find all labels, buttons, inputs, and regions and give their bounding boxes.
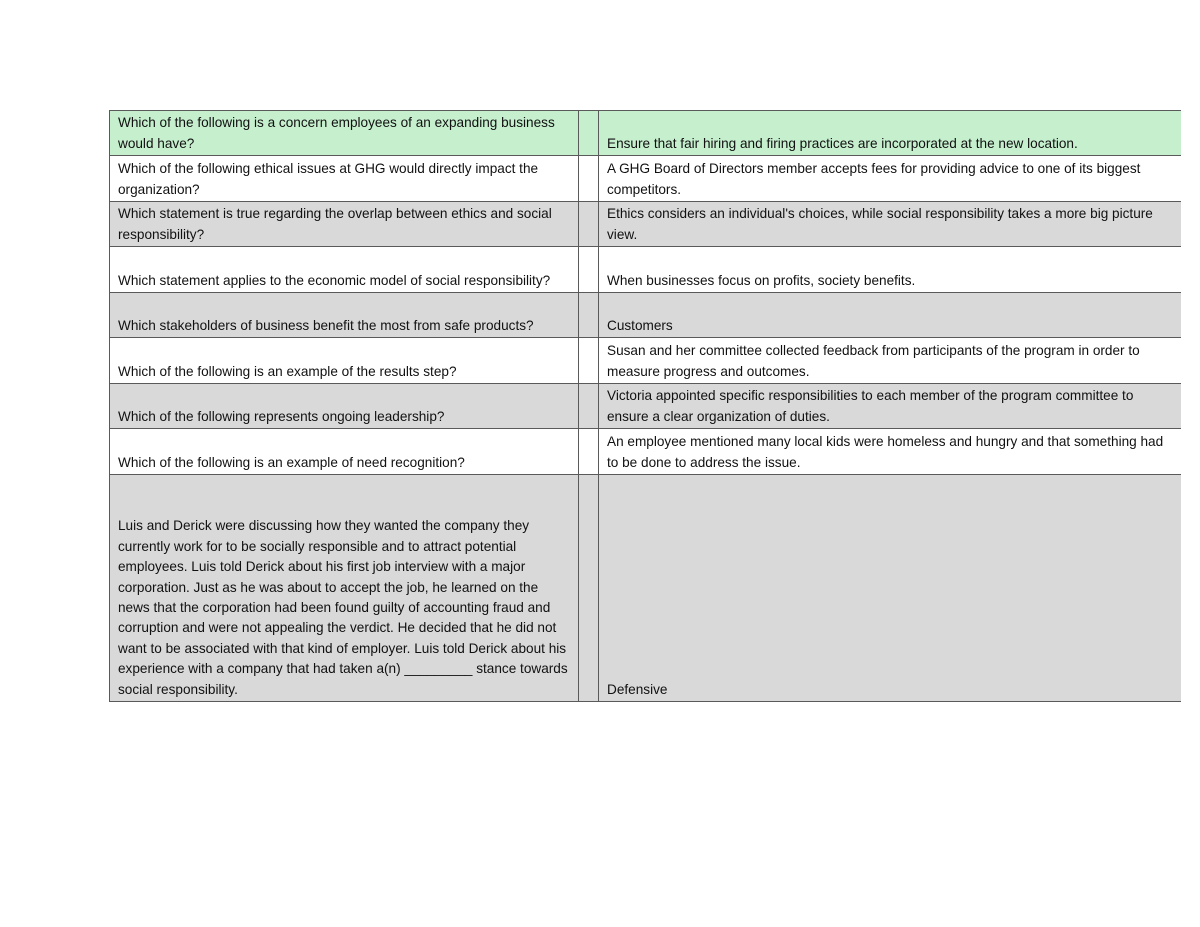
question-cell[interactable]: Which of the following represents ongoing leadership? [110,384,579,429]
answer-cell[interactable]: Customers [599,293,1181,338]
answer-cell[interactable]: Defensive [599,475,1181,702]
empty-cell[interactable] [579,475,599,702]
empty-cell[interactable] [579,293,599,338]
empty-cell[interactable] [579,111,599,156]
table-row [110,384,1181,429]
question-cell[interactable]: Which of the following is an example of the results step? [110,338,579,384]
question-cell[interactable]: Which of the following is an example of need recognition? [110,429,579,475]
spreadsheet-page [109,110,1180,702]
answer-cell[interactable]: Susan and her committee collected feedback from participants of the program in order to measure progress and outcomes. [599,338,1181,384]
answer-cell[interactable]: Ethics considers an individual's choices, while social responsibility takes a more big picture view. [599,202,1181,247]
empty-cell[interactable] [579,338,599,384]
answer-cell[interactable]: An employee mentioned many local kids were homeless and hungry and that something had to be done to address the issue. [599,429,1181,475]
question-cell[interactable]: Which statement is true regarding the overlap between ethics and social responsibility? [110,202,579,247]
table-row [110,429,1181,475]
question-cell[interactable]: Which stakeholders of business benefit the most from safe products? [110,293,579,338]
table-row [110,247,1181,293]
table-row [110,475,1181,702]
empty-cell[interactable] [579,202,599,247]
table-row [110,202,1181,247]
empty-cell[interactable] [579,429,599,475]
answer-cell[interactable]: A GHG Board of Directors member accepts fees for providing advice to one of its biggest competitors. [599,156,1181,202]
qa-table [109,110,1181,702]
question-cell[interactable]: Which of the following is a concern employees of an expanding business would have? [110,111,579,156]
question-cell[interactable]: Luis and Derick were discussing how they wanted the company they currently work for to be socially responsible and to attract potential employees. Luis told Derick about his first job interview with a major corporation. Just as he was about to accept the job, he learned on the news that the corporation had been found guilty of accounting fraud and corruption and were not appealing the verdict. He decided that he did not want to be associated with that kind of employer. Luis told Derick about his experience with a company that had taken a(n) _________ stance towards social responsibility. [110,475,579,702]
table-row [110,293,1181,338]
empty-cell[interactable] [579,156,599,202]
table-row [110,338,1181,384]
question-cell[interactable]: Which of the following ethical issues at GHG would directly impact the organization? [110,156,579,202]
answer-cell[interactable]: Ensure that fair hiring and firing practices are incorporated at the new location. [599,111,1181,156]
answer-cell[interactable]: When businesses focus on profits, society benefits. [599,247,1181,293]
question-cell[interactable]: Which statement applies to the economic model of social responsibility? [110,247,579,293]
empty-cell[interactable] [579,247,599,293]
table-row [110,156,1181,202]
empty-cell[interactable] [579,384,599,429]
answer-cell[interactable]: Victoria appointed specific responsibilities to each member of the program committee to ensure a clear organization of duties. [599,384,1181,429]
table-row [110,111,1181,156]
